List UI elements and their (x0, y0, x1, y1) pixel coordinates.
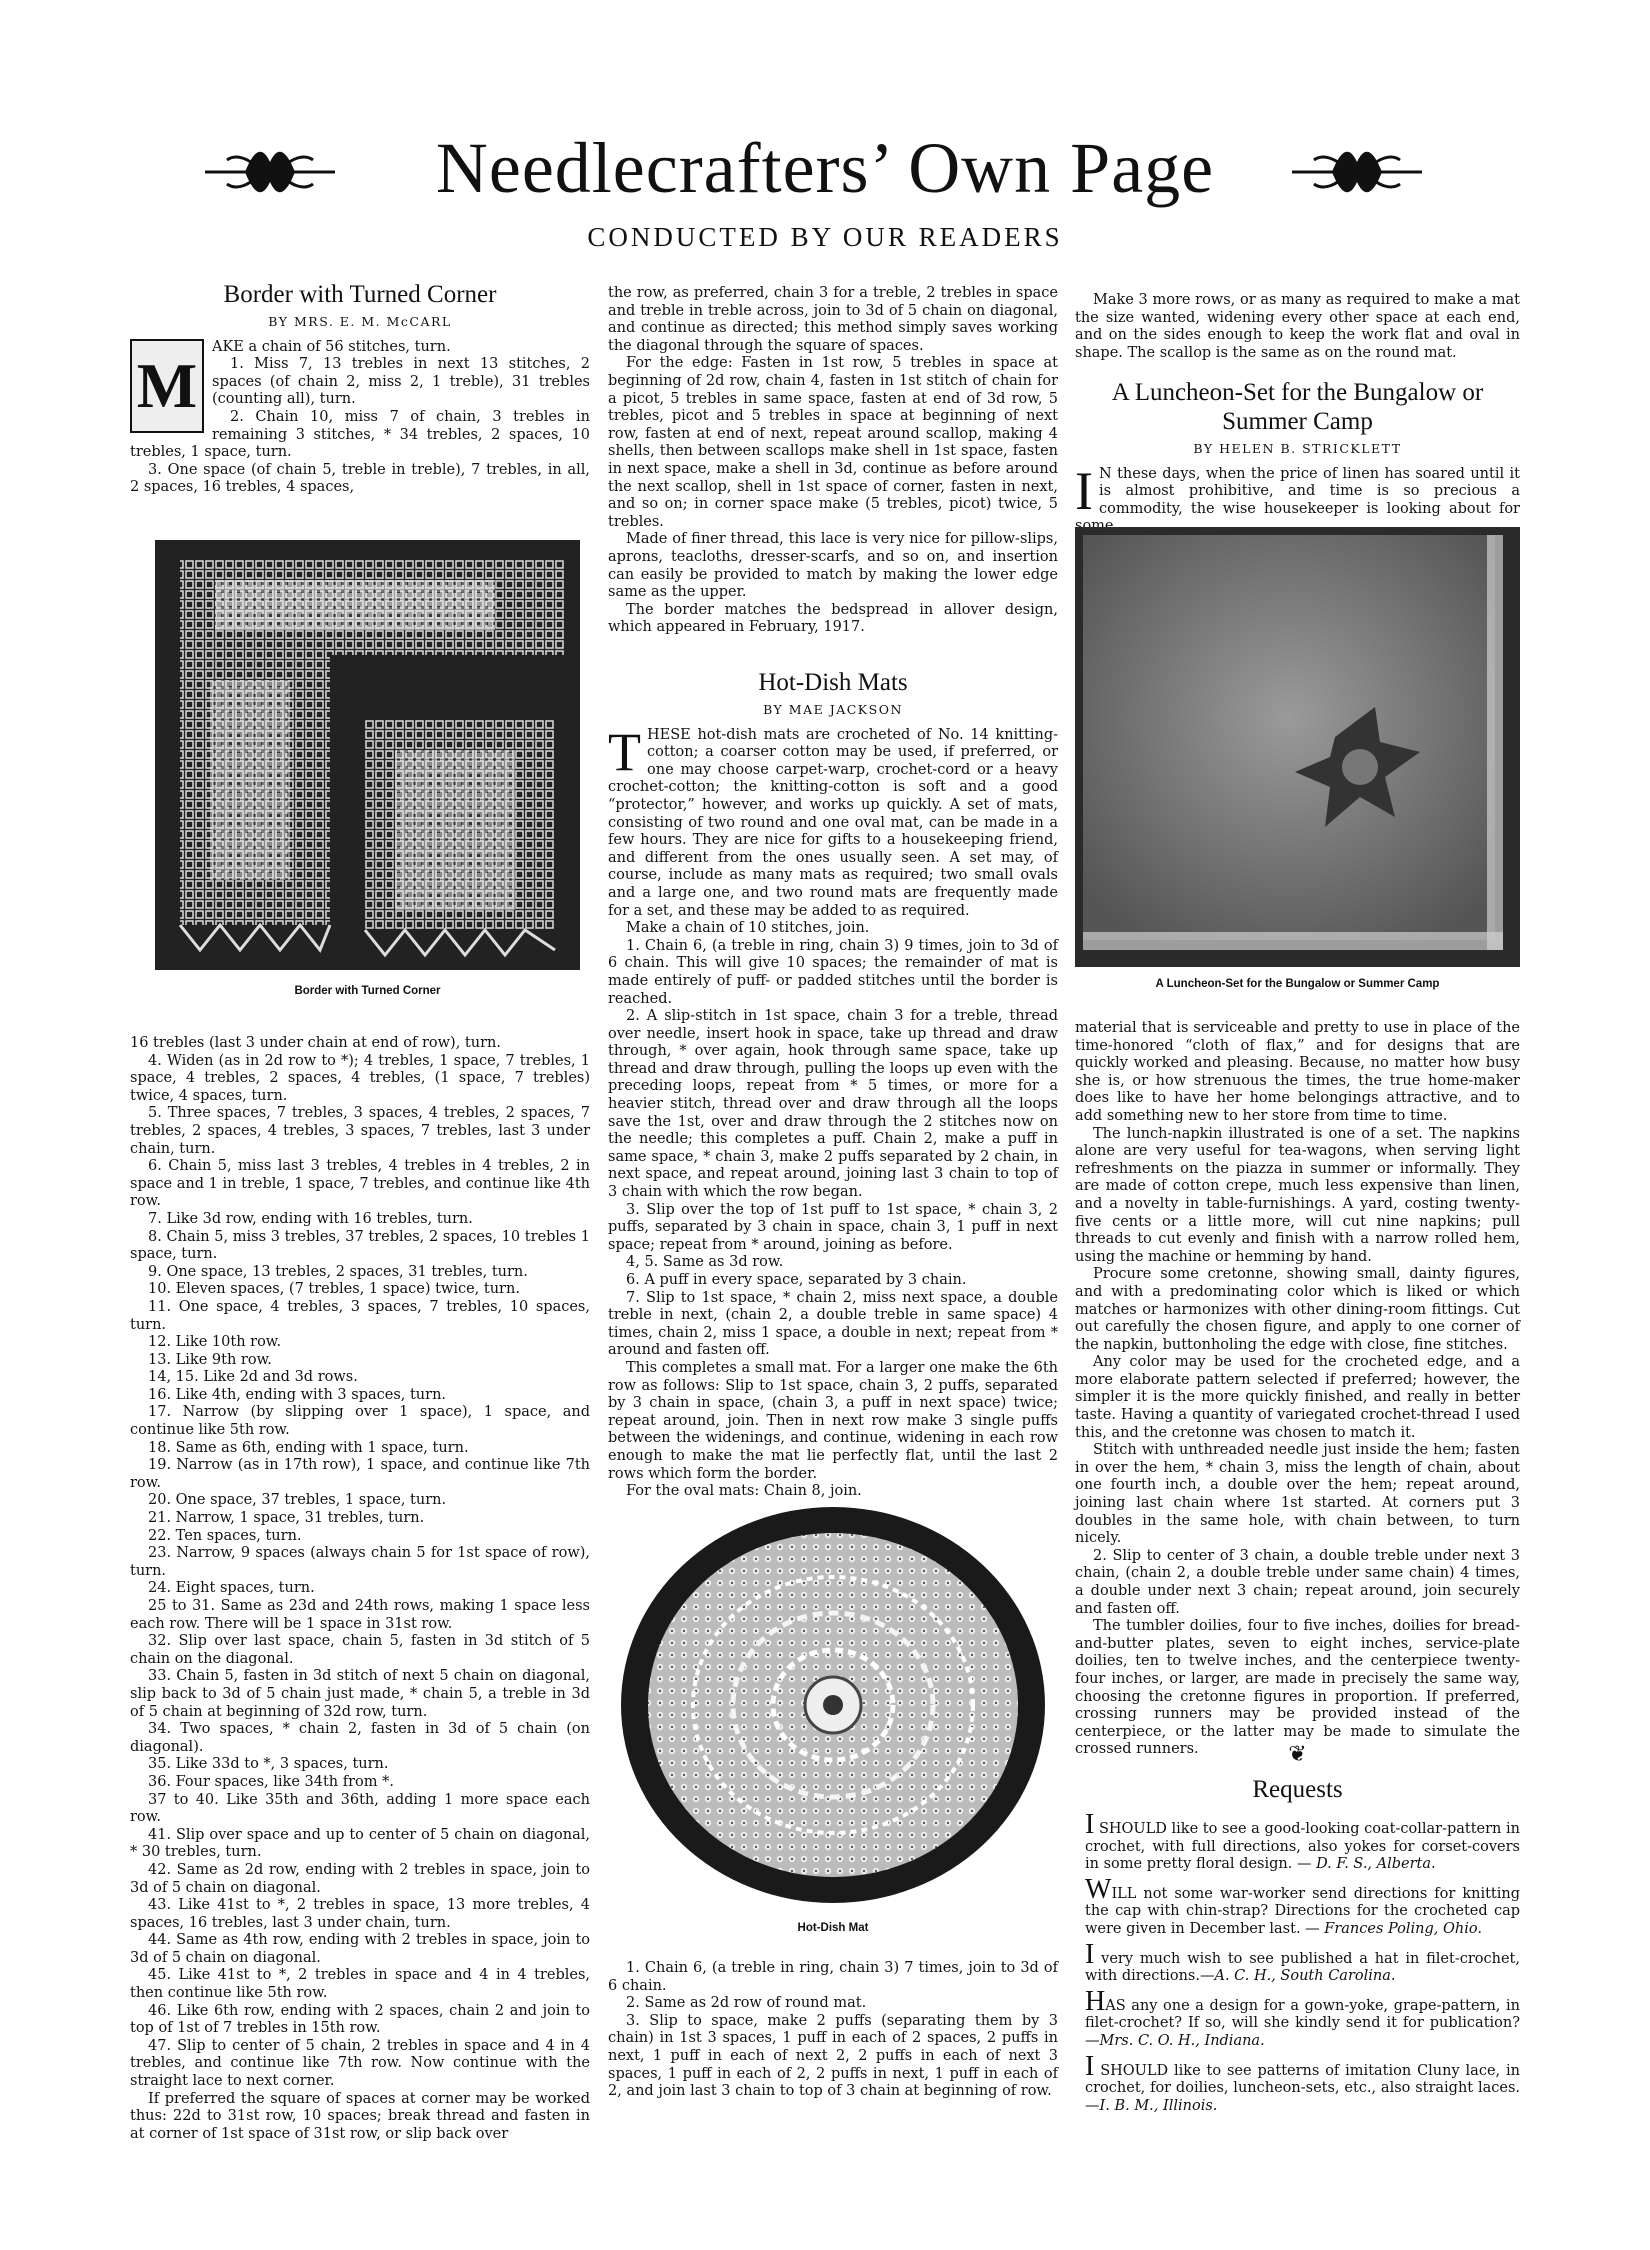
border-row-34: 47. Slip to center of 5 chain, 2 trebles in space and 4 in 4 trebles, and continue like 7th row. Now continue with the straight lace to next corner. (130, 2037, 590, 2090)
luncheon-body-1: The lunch-napkin illustrated is one of a set. The napkins alone are very useful for tea-wagons, when serving light refreshments on the piazza in summer or informally. They are made of cotton crepe, much less expensive than linen, and a novelty in table-furnishings. A yard, costing twenty-five cents or a little more, will cut nine napkins; pull threads to cut evenly and finish with a narrow rolled hem, using the machine or hemming by hand. (1075, 1125, 1520, 1265)
border-row-3: 6. Chain 5, miss last 3 trebles, 4 trebles in 4 trebles, 2 in space and 1 in treble, 1 space, 7 trebles, and continue like 4th row. (130, 1158, 590, 1210)
border-rows (130, 1035, 590, 2143)
request-item: WILL not some war-worker send directions for knitting the cap with chin-strap? Directions for the crocheted cap were given in December last. — Frances Poling, Ohio. (1085, 1873, 1520, 1937)
hotdish-body-6: 6. A puff in every space, separated by 3 chain. (626, 1272, 967, 1288)
right-continued (1075, 292, 1520, 362)
hotdish-photo (618, 1505, 1048, 1905)
border-dropcap: M (130, 339, 204, 433)
luncheon-photo (1075, 527, 1520, 967)
middle-cont-0: the row, as preferred, chain 3 for a treble, 2 trebles in space and treble in treble across, join to 3d of 5 chain on diagonal, and continue as directed; this method simply saves working the diagonal through the square of spaces. (608, 285, 1058, 354)
border-row-6: 9. One space, 13 trebles, 2 spaces, 31 trebles, turn. (148, 1263, 528, 1280)
luncheon-body-4: Stitch with unthreaded needle just inside the hem; fasten in over the hem, * chain 3, miss the length of chain, about one fourth inch, a double over the hem; repeat around, joining last chain where 1st started. At corners put 3 doubles in the same hole, with chain between, to turn nicely. (1075, 1442, 1520, 1547)
middle-cont-2: Made of finer thread, this lace is very nice for pillow-slips, aprons, teacloths, dresser-scarfs, and so on, and insertion can easily be provided to match by making the lower edge same as the upper. (608, 531, 1058, 601)
request-item: I SHOULD like to see a good-looking coat-collar-pattern in crochet, with full directions, also yokes for corset-covers in some pretty floral design. — D. F. S., Alberta. (1085, 1809, 1520, 1873)
hotdish-body-7: 7. Slip to 1st space, * chain 2, miss next space, a double treble in next, (chain 2, a double treble in same space) 4 times, chain 2, miss 1 space, a double in next; repeat from * around and fasten off. (608, 1289, 1058, 1359)
luncheon-body-0: material that is serviceable and pretty to use in place of the time-honored “cloth of flax,” and for designs that are quickly worked and pleasing. Because, no matter how busy she is, or how strenuous the times, the true home-maker does like to have her home belongings attractive, and to add something new to her store from time to time. (1075, 1020, 1520, 1124)
hotdish-byline: BY MAE JACKSON (763, 702, 903, 717)
middle-cont-3: The border matches the bedspread in allover design, which appeared in February, 1917. (608, 601, 1058, 636)
luncheon-body-5: 2. Slip to center of 3 chain, a double treble under next 3 chain, (chain 2, a double treble under same chain) 4 times, a double under next 3 chain; repeat around, join securely and fasten off. (1075, 1547, 1520, 1617)
border-intro-2: 2. Chain 10, miss 7 of chain, 3 trebles in remaining 3 stitches, * 34 trebles, 2 spaces, 10 trebles, 1 space, turn. (130, 408, 590, 461)
middle-continued (608, 285, 1058, 637)
border-row-20: 24. Eight spaces, turn. (148, 1580, 315, 1597)
luncheon-caption: A Luncheon-Set for the Bungalow or Summer Camp (1155, 978, 1440, 990)
page-title: Needlecrafters’ Own Page (435, 128, 1215, 208)
page-subtitle: CONDUCTED BY OUR READERS (587, 222, 1063, 252)
border-row-9: 12. Like 10th row. (148, 1334, 282, 1351)
border-heading: Border with Turned Corner (223, 281, 497, 308)
border-row-5: 8. Chain 5, miss 3 trebles, 37 trebles, 2 spaces, 10 trebles 1 space, turn. (130, 1228, 590, 1263)
hotdish-oval-2: 3. Slip to space, make 2 puffs (separating them by 3 chain) in 1st 3 spaces, 1 puff in each of 2 spaces, 2 puffs in next, 1 puff in each of next 2, 2 puffs in each of next 3 spaces, 1 puff in each of 2, 2 puffs in next, 1 puff in each of 2, and join last 3 chain to top of 3 chain at beginning of row. (608, 2012, 1058, 2100)
hotdish-oval-0: 1. Chain 6, (a treble in ring, chain 3) 7 times, join to 3d of 6 chain. (608, 1960, 1058, 1994)
border-row-30: 43. Like 41st to *, 2 trebles in space, 13 more trebles, 4 spaces, 16 trebles, last 3 under chain, turn. (130, 1897, 590, 1931)
border-row-33: 46. Like 6th row, ending with 2 spaces, chain 2 and join to top of 1st of 7 trebles in 15th row. (130, 2002, 590, 2037)
hotdish-body-9: For the oval mats: Chain 8, join. (626, 1483, 862, 1500)
hotdish-body-2: 1. Chain 6, (a treble in ring, chain 3) 9 times, join to 3d of 6 chain. This will give 10 spaces; the remainder of mat is made entirely of puff- or padded stitches until the border is reached. (608, 937, 1058, 1007)
border-row-8: 11. One space, 4 trebles, 3 spaces, 7 trebles, 10 spaces, turn. (130, 1298, 590, 1333)
border-row-27: 37 to 40. Like 35th and 36th, adding 1 more space each row. (130, 1791, 590, 1826)
border-row-14: 18. Same as 6th, ending with 1 space, turn. (148, 1439, 469, 1456)
hotdish-caption: Hot-Dish Mat (797, 1922, 869, 1934)
hotdish-body-5: 4, 5. Same as 3d row. (626, 1254, 784, 1271)
border-row-13: 17. Narrow (by slipping over 1 space), 1 space, and continue like 5th row. (130, 1404, 590, 1439)
request-item: I SHOULD like to see patterns of imitation Cluny lace, in crochet, for doilies, luncheon-sets, etc., also straight laces.—I. B. M., Illinois. (1085, 2050, 1520, 2114)
requests-heading: Requests (1252, 1776, 1343, 1803)
hotdish-body-4: 3. Slip over the top of 1st puff to 1st space, * chain 3, 2 puffs, separated by 3 chain in space, chain 3, 1 puff in next space; repeat from * around, joining as before. (608, 1201, 1058, 1253)
border-row-23: 33. Chain 5, fasten in 3d stitch of next 5 chain on diagonal, slip back to 3d of 5 chain just made, * chain 5, a treble in 3d of 5 chain at beginning of 32d row, turn. (130, 1668, 590, 1720)
border-row-18: 22. Ten spaces, turn. (148, 1527, 302, 1544)
border-row-24: 34. Two spaces, * chain 2, fasten in 3d of 5 chain (on diagonal). (130, 1721, 590, 1755)
border-row-17: 21. Narrow, 1 space, 31 trebles, turn. (148, 1510, 425, 1527)
hotdish-oval-1: 2. Same as 2d row of round mat. (626, 1995, 867, 2012)
border-row-35: If preferred the square of spaces at corner may be worked thus: 22d to 31st row, 10 spaces; break thread and fasten in at corner of 1st space of 31st row, or slip back over (130, 2090, 590, 2142)
hotdish-body-1: Make a chain of 10 stitches, join. (626, 920, 870, 937)
border-row-16: 20. One space, 37 trebles, 1 space, turn. (148, 1492, 447, 1509)
fleuron-icon: ❦ (1288, 1742, 1307, 1767)
border-row-1: 4. Widen (as in 2d row to *); 4 trebles, 1 space, 7 trebles, 1 space, 4 trebles, 2 spaces, 4 trebles, (1 space, 7 trebles) twice, 4 spaces, turn. (130, 1052, 590, 1104)
border-row-2: 5. Three spaces, 7 trebles, 3 spaces, 4 trebles, 2 spaces, 7 trebles, 2 spaces, 4 trebles, 3 spaces, 7 trebles, last 3 under chain, turn. (130, 1105, 590, 1157)
border-row-19: 23. Narrow, 9 spaces (always chain 5 for 1st space of row), turn. (130, 1545, 590, 1579)
border-row-10: 13. Like 9th row. (148, 1351, 272, 1368)
luncheon-intro: N these days, when the price of linen has soared until it is almost prohibitive, and time is so precious a commodity, the wise housekeeper is looking about for (1098, 465, 1520, 517)
hotdish-body-3: 2. A slip-stitch in 1st space, chain 3 for a treble, thread over needle, insert hook in space, take up thread and draw through, * over again, hook through same space, take up thread and draw through, pulling the loops up even with the preceding loops, repeat from * 5 times, or more for a heavier stitch, thread over and draw through all the loops save the 1st, over and draw through the 2 stitches now on the needle; this completes a puff. Chain 2, make a puff in same space, * chain 3, make 2 puffs separated by 2 chain, in next space, and repeat around, joining last 3 chain to top of 3 chain with which the row began. (608, 1008, 1058, 1201)
hotdish-oval (608, 1960, 1058, 2101)
right-cont-text: Make 3 more rows, or as many as required to make a mat the size wanted, widening every other space at each end, and on the sides enough to keep the work flat and oval in shape. The scallop is the same as on the round mat. (1075, 292, 1520, 361)
border-row-7: 10. Eleven spaces, (7 trebles, 1 space) twice, turn. (148, 1281, 520, 1298)
border-row-29: 42. Same as 2d row, ending with 2 trebles in space, join to 3d of 5 chain on diagonal. (130, 1861, 590, 1896)
hotdish-body-8: This completes a small mat. For a larger one make the 6th row as follows: Slip to 1st space, chain 3, 2 puffs, separated by 3 chain in space, (chain 3, a puff in next space) twice; repeat around, join. Then in next row make 3 single puffs between the widenings, and continue, widening in each row enough to make the mat lie perfectly flat, until the last 2 rows which form the border. (608, 1359, 1058, 1482)
border-intro-3: 3. One space (of chain 5, treble in treble), 7 trebles, in all, 2 spaces, 16 trebles, 4 spaces, (130, 461, 590, 496)
border-row-31: 44. Same as 4th row, ending with 2 trebles in space, join to 3d of 5 chain on diagonal. (130, 1932, 590, 1966)
luncheon-dropcap: I (1075, 460, 1093, 521)
request-item: HAS any one a design for a gown-yoke, grape-pattern, in filet-crochet? If so, will she kindly send it for publication?—Mrs. C. O. H., Indiana. (1085, 1985, 1520, 2049)
border-row-32: 45. Like 41st to *, 2 trebles in space and 4 in 4 trebles, then continue like 5th row. (130, 1967, 590, 2002)
border-row-28: 41. Slip over space and up to center of 5 chain on diagonal, * 30 trebles, turn. (130, 1826, 590, 1861)
border-byline: BY MRS. E. M. McCARL (268, 314, 452, 329)
border-intro-1: 1. Miss 7, 13 trebles in next 13 stitches, 2 spaces (of chain 2, miss 2, 1 treble), 31 trebles (counting all), turn. (212, 356, 590, 408)
hotdish-body-0: HESE hot-dish mats are crocheted of No. 14 knitting-cotton; a coarser cotton may be used, if preferred, or one may choose carpet-warp, crochet-cord or a heavy crochet-cotton; the knitting-cotton is soft and a good “protector,” however, and works up quickly. A set of mats, consisting of two round and one oval mat, can be made in a few hours. They are nice for gifts to a housekeeping friend, and different from the ones usually seen. A set may, of course, include as many mats as required; two small ovals and a large one, and two round mats are frequently made for a set, and these may be added to as required. (608, 726, 1058, 919)
luncheon-article-top (1075, 378, 1520, 536)
border-caption: Border with Turned Corner (294, 985, 441, 997)
luncheon-byline: BY HELEN B. STRICKLETT (1193, 441, 1402, 456)
requests-list (1085, 1809, 1520, 2121)
border-photo (155, 540, 580, 970)
middle-cont-1: For the edge: Fasten in 1st row, 5 trebles in space at beginning of 2d row, chain 4, fasten in 1st stitch of chain for a picot, 5 trebles in same space, fasten at end of 3d row, 5 trebles, picot and 5 trebles in space at beginning of next row, fasten at end of next, repeat around scallop, making 4 shells, then between scallops make shell in 1st space, fasten in next space, make a shell in 3d, continue as before around the next scallop, shell in 1st space of corner, fasten in next, and so on; in corner space make (5 trebles, picot) twice, 5 trebles. (608, 355, 1058, 530)
hotdish-dropcap: T (608, 721, 641, 782)
border-row-26: 36. Four spaces, like 34th from *. (148, 1773, 394, 1790)
border-row-4: 7. Like 3d row, ending with 16 trebles, turn. (148, 1210, 473, 1227)
border-row-22: 32. Slip over last space, chain 5, fasten in 3d stitch of 5 chain on the diagonal. (130, 1633, 590, 1667)
luncheon-body-2: Procure some cretonne, showing small, dainty figures, and with a predominating color which is liked or which matches or harmonizes with other dining-room fittings. Cut out carefully the chosen figure, and apply to one corner of the napkin, buttonholing the edge with close, fine stitches. (1075, 1266, 1520, 1353)
hotdish-heading: Hot-Dish Mats (758, 669, 908, 696)
border-row-21: 25 to 31. Same as 23d and 24th rows, making 1 space less each row. There will be 1 space in 31st row. (130, 1598, 590, 1632)
luncheon-body (1075, 1020, 1520, 1759)
border-row-12: 16. Like 4th, ending with 3 spaces, turn. (148, 1386, 447, 1403)
request-item: I very much wish to see published a hat in filet-crochet, with directions.—A. C. H., South Carolina. (1085, 1938, 1520, 1985)
border-intro-0: AKE a chain of 56 stitches, turn. (212, 338, 451, 355)
border-row-25: 35. Like 33d to *, 3 spaces, turn. (148, 1756, 389, 1773)
luncheon-heading: A Luncheon-Set for the Bungalow or Summer Camp (1111, 379, 1484, 435)
luncheon-body-3: Any color may be used for the crocheted edge, and a more elaborate pattern selected if preferred; however, the simpler it is the more quickly finished, and really in better taste. Having a quantity of variegated crochet-thread I used this, and the cretonne was chosen to match it. (1075, 1354, 1520, 1441)
luncheon-body-6: The tumbler doilies, four to five inches, doilies for bread-and-butter plates, seven to eight inches, service-plate doilies, ten to twelve inches, and the centerpiece twenty-four inches, or larger, are made in precisely the same way, choosing the cretonne figures in proportion. If preferred, crossing runners may be provided instead of the centerpiece, or the latter may be made to simulate the crossed runners. (1075, 1618, 1520, 1758)
border-row-15: 19. Narrow (as in 17th row), 1 space, and continue like 7th row. (130, 1457, 590, 1491)
border-article-top (130, 280, 590, 497)
border-row-11: 14, 15. Like 2d and 3d rows. (148, 1369, 358, 1386)
border-row-0: 16 trebles (last 3 under chain at end of row), turn. (130, 1035, 501, 1051)
hotdish-article (608, 668, 1058, 1501)
